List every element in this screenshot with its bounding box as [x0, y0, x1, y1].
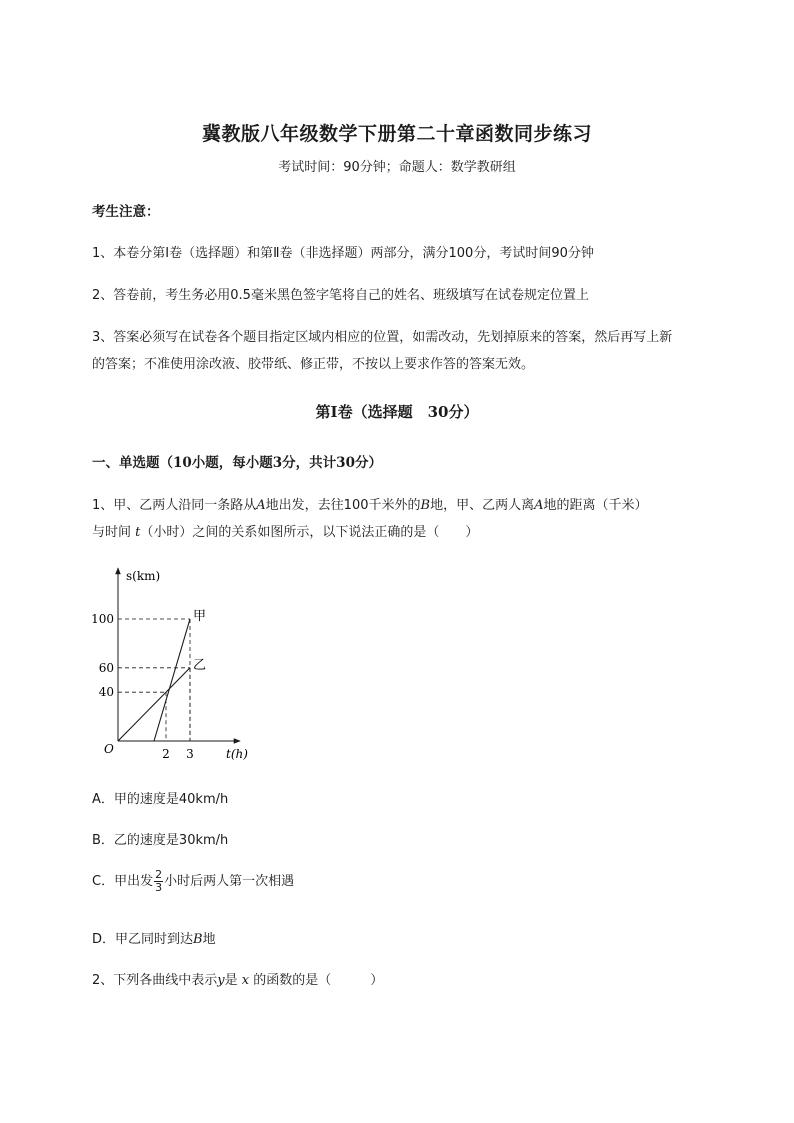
- y-axis-label: s(km): [126, 569, 161, 583]
- var-x: x: [241, 973, 250, 988]
- x-tick-label: 3: [186, 747, 194, 760]
- part-title: 第I卷（选择题 30分）: [315, 403, 479, 421]
- option-a: A．甲的速度是40km/h: [92, 792, 229, 807]
- series-line: [118, 668, 190, 741]
- distance-time-chart: [82, 560, 272, 760]
- fraction-numerator: 2: [155, 868, 163, 881]
- option-c: [92, 869, 294, 894]
- var-b: B: [193, 932, 203, 947]
- var-a: A: [256, 498, 266, 513]
- fraction: [154, 869, 163, 894]
- q1-text: 地，甲、乙两人离: [430, 498, 535, 513]
- q1-text: （小时）之间的关系如图所示，以下说法正确的是（ ）: [140, 525, 479, 540]
- question-1-line-2: [92, 521, 478, 540]
- x-tick-label: 2: [162, 747, 170, 760]
- option-d-text: 地: [202, 932, 216, 947]
- option-d-text: D．甲乙同时到达: [92, 932, 194, 947]
- option-b: B．乙的速度是30km/h: [92, 833, 229, 848]
- var-y: y: [217, 973, 225, 988]
- notice-item-2: 2、答卷前，考生务必用0.5毫米黑色签字笔将自己的姓名、班级填写在试卷规定位置上: [92, 288, 589, 303]
- var-t: t: [135, 525, 141, 540]
- notice-item-3: 3、答案必须写在试卷各个题目指定区域内相应的位置，如需改动，先划掉原来的答案，然后再写上新: [92, 330, 673, 345]
- y-tick-label: 100: [91, 612, 114, 626]
- question-2: [92, 969, 383, 988]
- section-title: 一、单选题（10小题，每小题3分，共计30分）: [92, 455, 382, 471]
- option-c-text: C．甲出发: [92, 874, 154, 889]
- q2-text: 的函数的是（ ）: [253, 973, 384, 988]
- q1-text: 与时间: [92, 525, 132, 540]
- var-a: A: [534, 498, 544, 513]
- q1-text: 1、甲、乙两人沿同一条路从: [92, 498, 257, 513]
- option-d: [92, 928, 216, 947]
- series-label: 乙: [193, 657, 207, 673]
- page-title: 冀教版八年级数学下册第二十章函数同步练习: [201, 123, 592, 145]
- notice-item-3-cont: 的答案；不准使用涂改液、胶带纸、修正带，不按以上要求作答的答案无效。: [92, 357, 535, 372]
- q1-text: 地的距离（千米）: [543, 498, 648, 513]
- var-b: B: [420, 498, 431, 513]
- option-c-text: 小时后两人第一次相遇: [164, 874, 295, 889]
- q1-text: 地出发，去往100千米外的: [265, 498, 421, 513]
- origin-label: O: [104, 742, 114, 756]
- y-tick-label: 60: [98, 660, 114, 675]
- notice-heading: 考生注意：: [92, 204, 160, 220]
- question-1-line-1: [92, 494, 647, 513]
- q2-text: 2、下列各曲线中表示: [92, 973, 218, 988]
- q2-text: 是: [224, 973, 238, 988]
- exam-subtitle: 考试时间：90分钟；命题人：数学教研组: [278, 160, 516, 175]
- fraction-denominator: 3: [155, 881, 163, 894]
- notice-item-1: 1、本卷分第I卷（选择题）和第Ⅱ卷（非选择题）两部分，满分100分，考试时间90分钟: [92, 246, 594, 261]
- y-tick-label: 40: [98, 685, 114, 700]
- x-axis-label: t(h): [226, 747, 248, 760]
- series-line: [154, 619, 190, 741]
- series-label: 甲: [193, 609, 207, 624]
